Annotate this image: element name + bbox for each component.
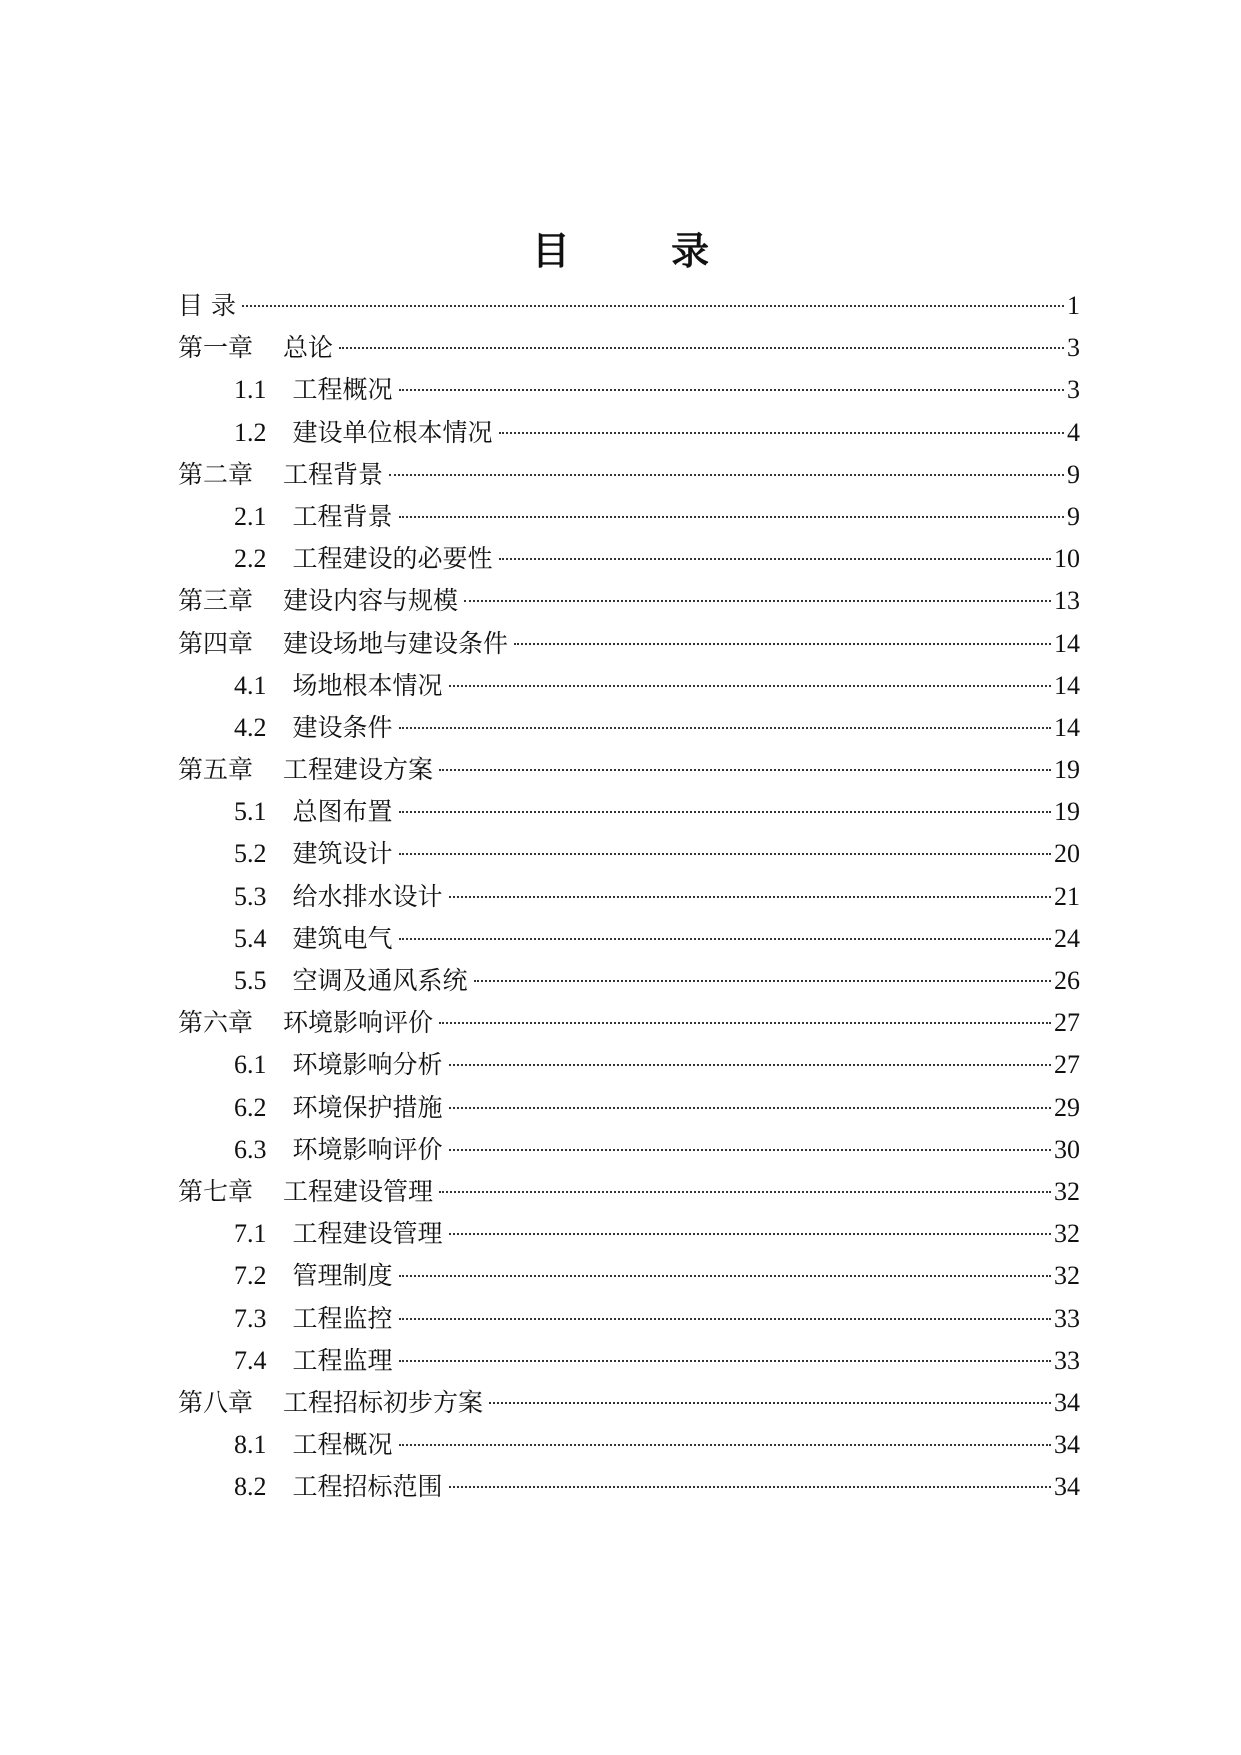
toc-section-entry[interactable] bbox=[178, 412, 1080, 454]
toc-entry-number: 第一章 bbox=[178, 333, 254, 363]
toc-entry-number: 8.1 bbox=[234, 1430, 267, 1460]
toc-entry-label: 工程建设管理 bbox=[283, 1176, 434, 1206]
toc-entry-label: 建设内容与规模 bbox=[283, 586, 459, 616]
toc-entry-number: 5.5 bbox=[234, 966, 267, 995]
toc-entry-number: 目 录 bbox=[178, 291, 236, 320]
toc-page-number: 13 bbox=[1054, 586, 1080, 616]
toc-entry-number: 5.2 bbox=[234, 839, 267, 869]
toc-entry-number: 6.1 bbox=[234, 1050, 267, 1080]
toc-page-number: 26 bbox=[1054, 966, 1080, 995]
toc-page-number: 33 bbox=[1054, 1345, 1080, 1375]
toc-section-entry[interactable] bbox=[178, 1298, 1080, 1340]
toc-dot-leader bbox=[449, 1107, 1051, 1109]
toc-dot-leader bbox=[242, 305, 1064, 307]
toc-section-entry[interactable] bbox=[178, 496, 1080, 538]
toc-entry-label: 场地根本情况 bbox=[292, 670, 443, 700]
toc-entry-number: 2.2 bbox=[234, 544, 267, 574]
toc-page-number: 4 bbox=[1067, 417, 1080, 447]
toc-page-number: 32 bbox=[1054, 1261, 1080, 1291]
toc-page-number: 33 bbox=[1054, 1303, 1080, 1333]
toc-section-entry[interactable] bbox=[178, 791, 1080, 833]
toc-dot-leader bbox=[449, 1064, 1051, 1066]
toc-section-entry[interactable] bbox=[178, 369, 1080, 411]
toc-entry-label: 工程监理 bbox=[292, 1345, 393, 1375]
toc-chapter-entry[interactable] bbox=[178, 454, 1080, 496]
toc-entry-number: 第四章 bbox=[178, 628, 254, 658]
table-of-contents bbox=[178, 285, 1080, 1508]
toc-entry-number: 第三章 bbox=[178, 586, 254, 616]
toc-entry-label: 环境影响评价 bbox=[283, 1008, 434, 1038]
toc-dot-leader bbox=[399, 811, 1051, 813]
toc-entry-number: 6.3 bbox=[234, 1134, 267, 1164]
toc-dot-leader bbox=[439, 1191, 1051, 1193]
toc-page-number: 1 bbox=[1067, 291, 1080, 320]
toc-dot-leader bbox=[399, 938, 1051, 940]
toc-entry-label: 管理制度 bbox=[292, 1261, 393, 1291]
toc-dot-leader bbox=[499, 432, 1064, 434]
toc-chapter-entry[interactable] bbox=[178, 580, 1080, 622]
toc-entry-label: 工程招标范围 bbox=[292, 1472, 443, 1502]
toc-dot-leader bbox=[399, 1275, 1051, 1277]
toc-entry-number: 8.2 bbox=[234, 1472, 267, 1502]
toc-dot-leader bbox=[399, 389, 1064, 391]
toc-dot-leader bbox=[399, 1444, 1051, 1446]
toc-section-entry[interactable] bbox=[178, 1129, 1080, 1171]
toc-entry-number: 7.3 bbox=[234, 1303, 267, 1333]
toc-chapter-entry[interactable] bbox=[178, 1002, 1080, 1044]
toc-entry-number: 5.4 bbox=[234, 923, 267, 953]
toc-dot-leader bbox=[439, 1022, 1051, 1024]
toc-entry-label: 给水排水设计 bbox=[292, 881, 443, 911]
toc-page-number: 34 bbox=[1054, 1387, 1080, 1417]
toc-section-entry[interactable] bbox=[178, 960, 1080, 1002]
toc-section-entry[interactable] bbox=[178, 1424, 1080, 1466]
toc-page-number: 19 bbox=[1054, 755, 1080, 785]
toc-entry-label: 总论 bbox=[283, 333, 334, 363]
toc-entry-number: 7.1 bbox=[234, 1219, 267, 1249]
toc-page-number: 14 bbox=[1054, 670, 1080, 700]
toc-entry-number: 1.1 bbox=[234, 375, 267, 405]
toc-entry-number: 4.1 bbox=[234, 670, 267, 700]
toc-entry-number: 6.2 bbox=[234, 1092, 267, 1122]
toc-page-number: 19 bbox=[1054, 797, 1080, 827]
toc-section-entry[interactable] bbox=[178, 665, 1080, 707]
toc-page-number: 14 bbox=[1054, 628, 1080, 658]
toc-page-number: 29 bbox=[1054, 1092, 1080, 1122]
toc-dot-leader bbox=[449, 685, 1051, 687]
toc-page-number: 32 bbox=[1054, 1219, 1080, 1249]
toc-dot-leader bbox=[399, 1318, 1051, 1320]
toc-entry-label: 工程概况 bbox=[292, 375, 393, 405]
toc-entry-label: 建设单位根本情况 bbox=[292, 417, 493, 447]
toc-entry-number: 第六章 bbox=[178, 1008, 254, 1038]
toc-entry-number: 7.4 bbox=[234, 1345, 267, 1375]
toc-entry-label: 总图布置 bbox=[292, 797, 393, 827]
toc-entry-number: 第二章 bbox=[178, 459, 254, 489]
toc-page-number: 30 bbox=[1054, 1134, 1080, 1164]
toc-entry-label: 工程招标初步方案 bbox=[283, 1387, 484, 1417]
toc-dot-leader bbox=[399, 853, 1051, 855]
toc-page-number: 34 bbox=[1054, 1472, 1080, 1502]
toc-entry-label: 环境影响评价 bbox=[292, 1134, 443, 1164]
toc-chapter-entry[interactable] bbox=[178, 327, 1080, 369]
toc-dot-leader bbox=[399, 1360, 1051, 1362]
toc-page-number: 14 bbox=[1054, 712, 1080, 742]
toc-entry-number: 1.2 bbox=[234, 417, 267, 447]
toc-entry-number: 7.2 bbox=[234, 1261, 267, 1291]
toc-entry-label: 建设条件 bbox=[292, 712, 393, 742]
toc-section-entry[interactable] bbox=[178, 538, 1080, 580]
toc-entry-label: 工程背景 bbox=[292, 501, 393, 531]
toc-entry-label: 环境影响分析 bbox=[292, 1050, 443, 1080]
toc-section-entry[interactable] bbox=[178, 833, 1080, 875]
toc-page-number: 9 bbox=[1067, 501, 1080, 531]
toc-chapter-entry[interactable] bbox=[178, 1171, 1080, 1213]
toc-entry-label: 建筑电气 bbox=[292, 923, 393, 953]
toc-entry-label: 工程建设方案 bbox=[283, 755, 434, 785]
toc-dot-leader bbox=[489, 1402, 1051, 1404]
toc-page-number: 20 bbox=[1054, 839, 1080, 869]
toc-dot-leader bbox=[439, 769, 1051, 771]
toc-entry-number: 第八章 bbox=[178, 1387, 254, 1417]
toc-page-number: 3 bbox=[1067, 375, 1080, 405]
toc-dot-leader bbox=[499, 558, 1051, 560]
toc-page-number: 34 bbox=[1054, 1430, 1080, 1460]
toc-page-number: 27 bbox=[1054, 1050, 1080, 1080]
toc-entry-label: 工程建设的必要性 bbox=[292, 544, 493, 574]
toc-page-number: 27 bbox=[1054, 1008, 1080, 1038]
toc-entry-number: 5.3 bbox=[234, 881, 267, 911]
toc-entry-number: 第七章 bbox=[178, 1176, 254, 1206]
toc-dot-leader bbox=[514, 643, 1051, 645]
toc-dot-leader bbox=[399, 727, 1051, 729]
toc-section-entry[interactable] bbox=[178, 918, 1080, 960]
toc-page-number: 3 bbox=[1067, 333, 1080, 363]
toc-entry-number: 第五章 bbox=[178, 755, 254, 785]
toc-dot-leader bbox=[474, 980, 1051, 982]
toc-entry-number: 5.1 bbox=[234, 797, 267, 827]
toc-dot-leader bbox=[339, 347, 1064, 349]
toc-section-entry[interactable] bbox=[178, 1340, 1080, 1382]
toc-chapter-entry[interactable] bbox=[178, 749, 1080, 791]
toc-dot-leader bbox=[399, 516, 1064, 518]
toc-entry-label: 工程概况 bbox=[292, 1430, 393, 1460]
toc-dot-leader bbox=[389, 474, 1064, 476]
toc-chapter-entry[interactable] bbox=[178, 1382, 1080, 1424]
toc-page-number: 21 bbox=[1054, 881, 1080, 911]
toc-section-entry[interactable] bbox=[178, 1466, 1080, 1508]
toc-section-entry[interactable] bbox=[178, 876, 1080, 918]
toc-chapter-entry[interactable] bbox=[178, 623, 1080, 665]
toc-page-number: 10 bbox=[1054, 544, 1080, 574]
toc-entry-label: 建设场地与建设条件 bbox=[283, 628, 509, 658]
toc-page-number: 32 bbox=[1054, 1176, 1080, 1206]
toc-page-number: 9 bbox=[1067, 459, 1080, 489]
toc-section-entry[interactable] bbox=[178, 1087, 1080, 1129]
toc-entry-label: 工程背景 bbox=[283, 459, 384, 489]
toc-section-entry[interactable] bbox=[178, 1044, 1080, 1086]
toc-entry-label: 工程监控 bbox=[292, 1303, 393, 1333]
toc-dot-leader bbox=[449, 896, 1051, 898]
toc-page-number: 24 bbox=[1054, 923, 1080, 953]
toc-entry-label: 环境保护措施 bbox=[292, 1092, 443, 1122]
toc-entry-number: 2.1 bbox=[234, 501, 267, 531]
toc-dot-leader bbox=[449, 1149, 1051, 1151]
toc-section-entry[interactable] bbox=[178, 707, 1080, 749]
toc-dot-leader bbox=[449, 1486, 1051, 1488]
toc-entry-label: 空调及通风系统 bbox=[292, 966, 468, 995]
toc-chapter-entry[interactable] bbox=[178, 285, 1080, 327]
page-title: 目 录 bbox=[531, 229, 754, 273]
toc-entry-number: 4.2 bbox=[234, 712, 267, 742]
toc-section-entry[interactable] bbox=[178, 1255, 1080, 1297]
toc-section-entry[interactable] bbox=[178, 1213, 1080, 1255]
toc-entry-label: 建筑设计 bbox=[292, 839, 393, 869]
toc-dot-leader bbox=[464, 600, 1051, 602]
toc-entry-label: 工程建设管理 bbox=[292, 1219, 443, 1249]
toc-dot-leader bbox=[449, 1233, 1051, 1235]
